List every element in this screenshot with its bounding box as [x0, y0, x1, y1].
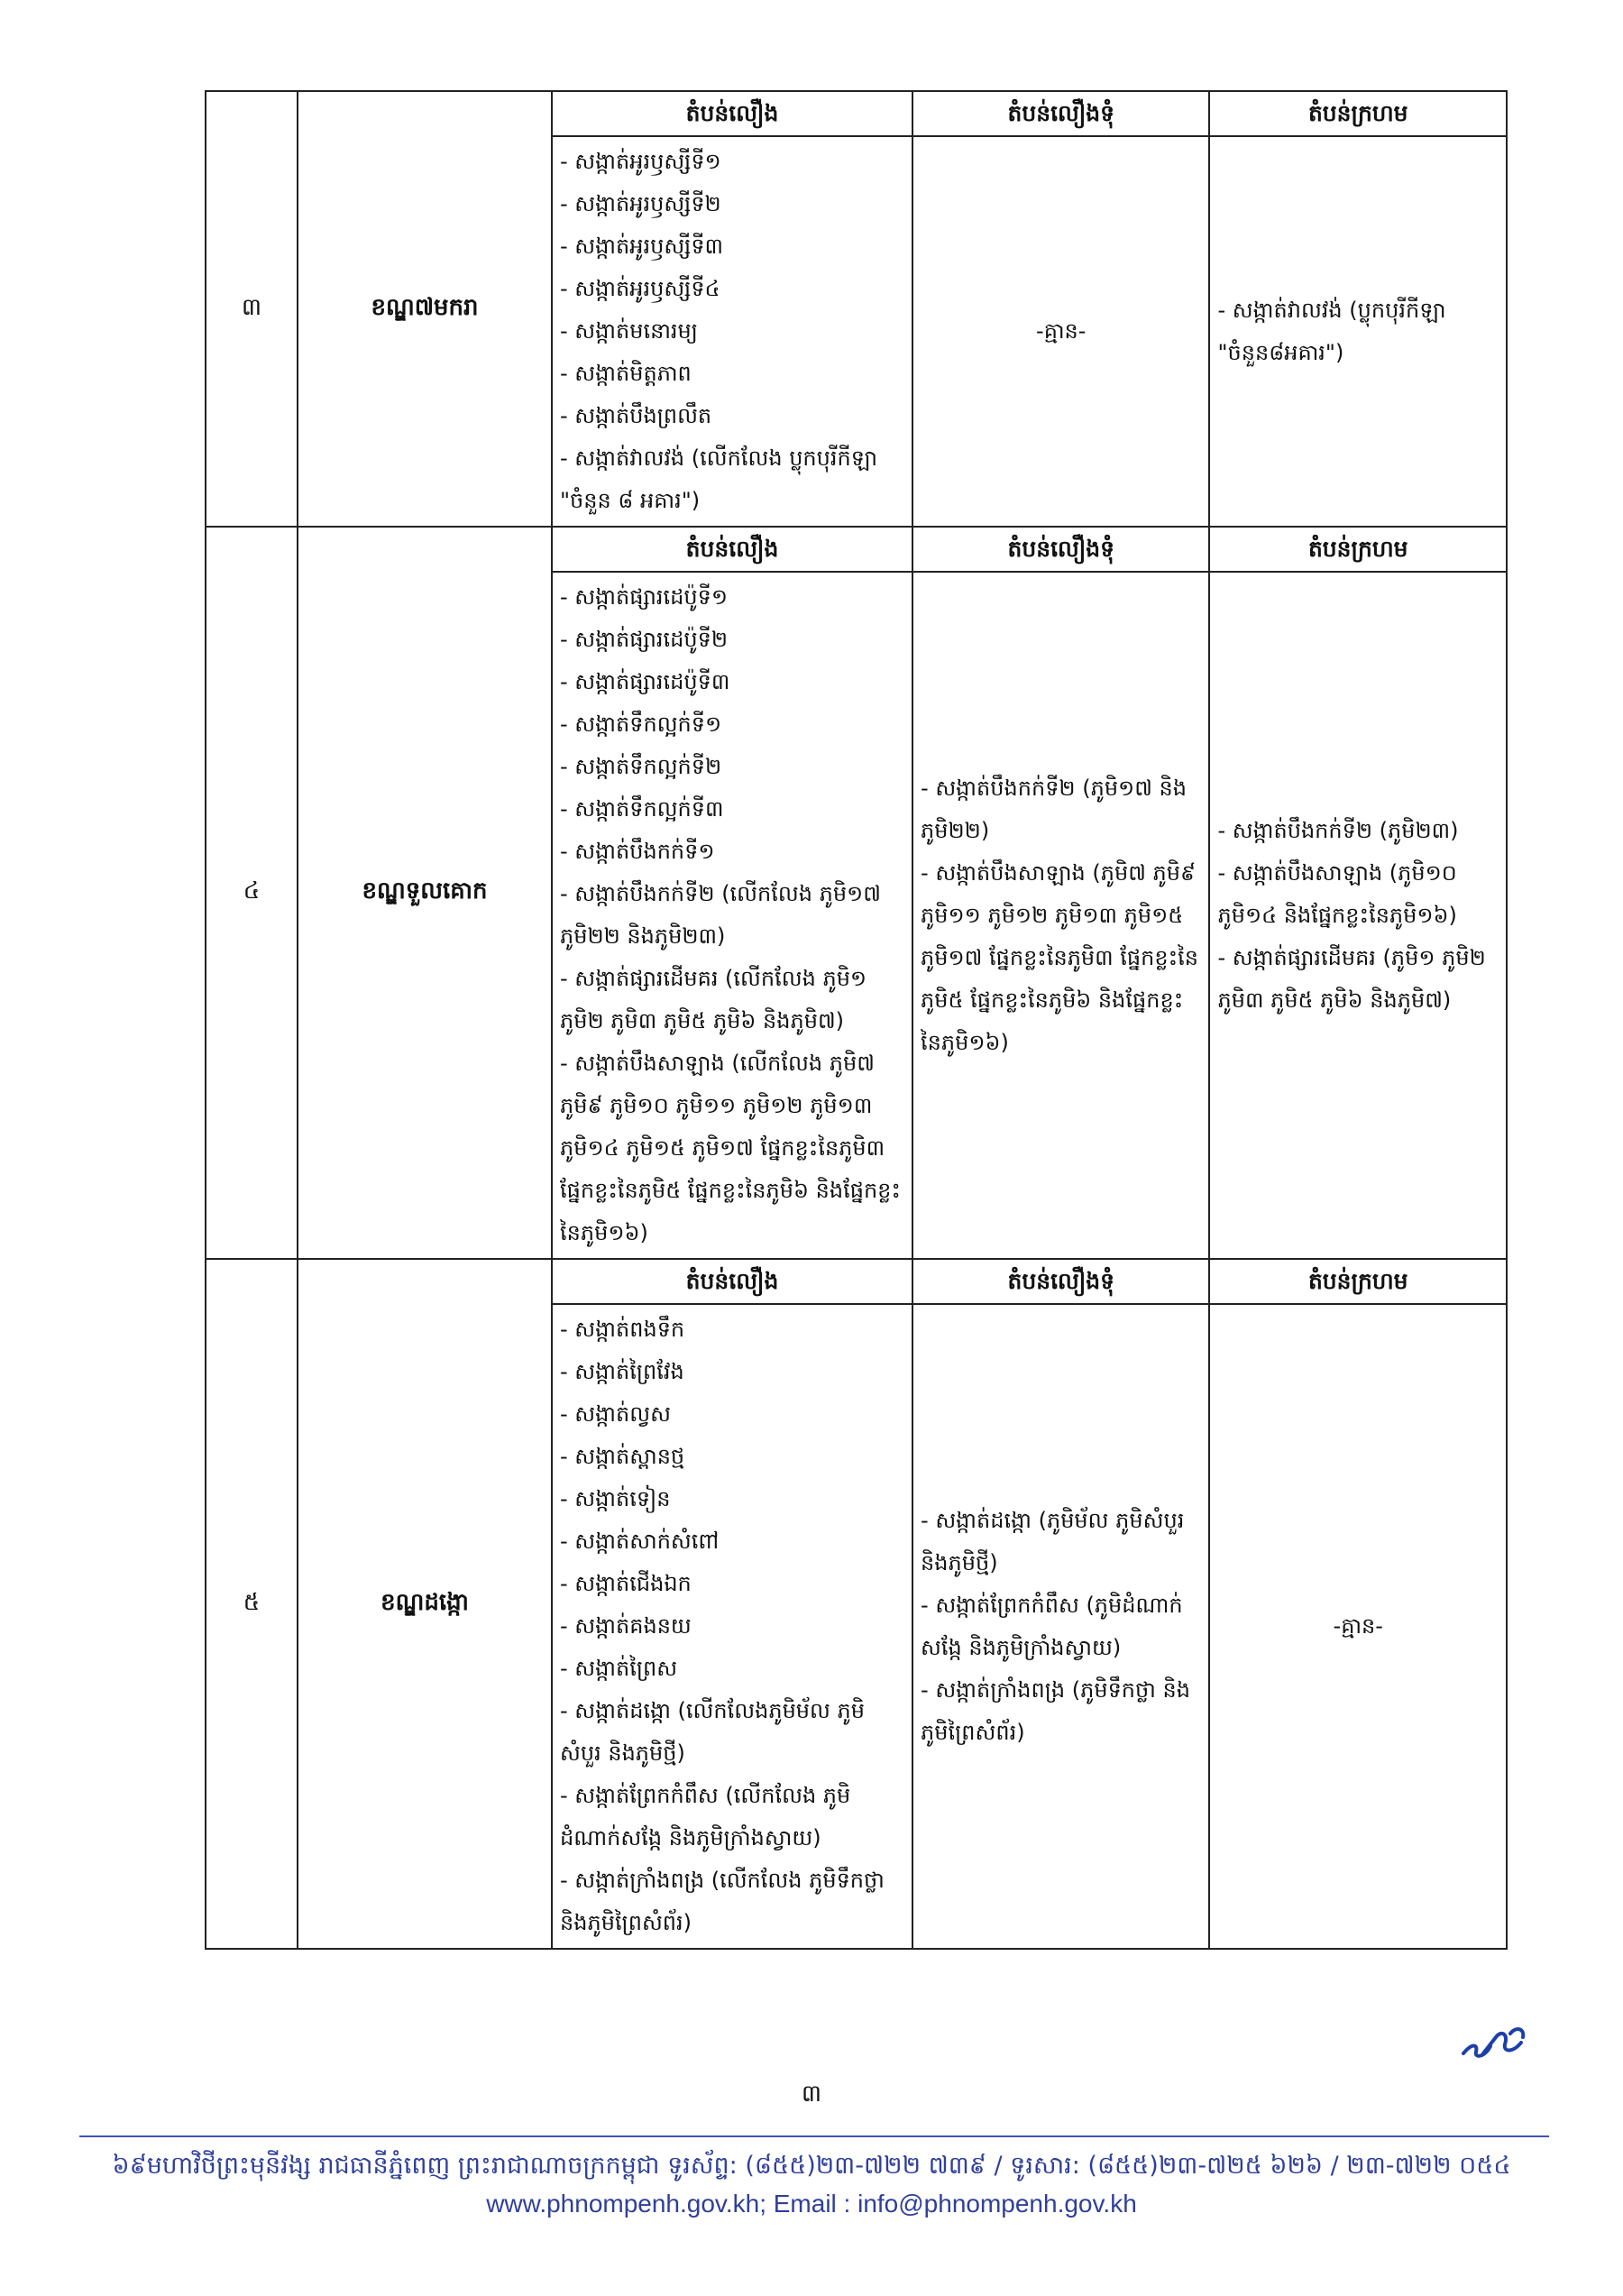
commune-entry: - សង្កាត់ផ្សារដើមគរ (លើកលែង ភូមិ១ ភូមិ២ ភូមិ៣ ភូមិ៥ ភូមិ៦ និងភូមិ៧)	[560, 966, 867, 1033]
commune-entry: - សង្កាត់បឹងព្រលឹត	[560, 403, 712, 428]
yellow-zone-cell	[553, 572, 912, 1258]
district-row	[206, 91, 1507, 527]
commune-entry: - សង្កាត់ផ្សារដើមគរ (ភូមិ១ ភូមិ២ ភូមិ៣ ភូមិ៥ ភូមិ៦ និងភូមិ៧)	[1217, 944, 1486, 1013]
commune-entry: -គ្មាន-	[1036, 318, 1087, 344]
commune-entry: - សង្កាត់បឹងកក់ទី២ (ភូមិ២៣)	[1217, 817, 1459, 843]
district-name: ខណ្ឌទួលគោក	[298, 527, 552, 1259]
zone-header-row	[553, 92, 1506, 136]
zone-columns	[552, 1259, 1507, 1949]
zone-header: តំបន់ក្រហម	[1209, 1260, 1506, 1304]
commune-entry: - សង្កាត់គងនយ	[560, 1613, 692, 1639]
commune-entry: - សង្កាត់ទឹកល្អក់ទី២	[560, 754, 722, 779]
commune-entry: - សង្កាត់អូរឫស្សីទី២	[560, 191, 721, 216]
commune-entry: - សង្កាត់មិត្តភាព	[560, 361, 692, 386]
commune-entry: - សង្កាត់ព្រៃវែង	[560, 1359, 684, 1384]
commune-entry: - សង្កាត់បឹងសាឡាង (ភូមិ៧ ភូមិ៩ ភូមិ១១ ភូមិ១២ ភូមិ១៣ ភូមិ១៥ ភូមិ១៧ ផ្នែកខ្លះនៃភូមិ៣ ផ្នែកខ្លះនៃភូមិ៥ ផ្នែកខ្លះនៃភូមិ៦ និងផ្នែកខ្លះនៃភូមិ១៦)	[921, 859, 1199, 1055]
district-name: ខណ្ឌ៧មករា	[298, 91, 552, 527]
orange-zone-cell	[912, 136, 1209, 526]
commune-entry: - សង្កាត់សាក់សំពៅ	[560, 1529, 720, 1554]
footer-address: ៦៩មហាវិថីព្រះមុនីវង្ស រាជធានីភ្នំពេញ ព្រះរាជាណាចក្រកម្ពុជា ទូរស័ព្ទ: (៨៥៥)២៣-៧២២ ៧៣៩ / ទូរសារ: (៨៥៥)២៣-៧២៥ ៦២៦ / ២៣-៧២២ ០៥៤	[112, 2152, 1511, 2180]
commune-entry: - សង្កាត់អូរឫស្សីទី១	[560, 149, 721, 174]
zone-columns	[552, 91, 1507, 527]
zone-header: តំបន់ក្រហម	[1209, 528, 1506, 572]
commune-entry: - សង្កាត់ជើងឯក	[560, 1571, 692, 1596]
commune-entry: - សង្កាត់អូរឫស្សីទី៤	[560, 276, 720, 301]
red-zone-cell	[1209, 1304, 1506, 1948]
zone-header: តំបន់លឿង	[553, 528, 912, 572]
commune-entry: - សង្កាត់ក្រាំងពង្រ (លើកលែង ភូមិទឹកថ្លា និងភូមិព្រៃសំព័រ)	[560, 1868, 885, 1935]
commune-entry: - សង្កាត់បឹងកក់ទី១	[560, 839, 715, 864]
commune-entry: - សង្កាត់ក្រាំងពង្រ (ភូមិទឹកថ្លា និងភូមិព្រៃសំព័រ)	[921, 1676, 1190, 1745]
zone-header: តំបន់លឿងទុំ	[912, 528, 1209, 572]
row-number: ៤	[206, 527, 298, 1259]
commune-entry: - សង្កាត់បឹងសាឡាង (ភូមិ១០ ភូមិ១៤ និងផ្នែកខ្លះនៃភូមិ១៦)	[1217, 859, 1457, 928]
commune-entry: - សង្កាត់ផ្សារដេប៉ូទី១	[560, 584, 728, 610]
footer-website-email: www.phnompenh.gov.kh; Email : info@phnompenh.gov.kh	[486, 2190, 1137, 2218]
row-number: ៣	[206, 91, 298, 527]
signature-mark	[1456, 2007, 1537, 2070]
footer-rule	[79, 2135, 1549, 2137]
commune-entry: - សង្កាត់វាលវង់ (លើកលែង ប្លុកបុរីកីឡា "ចំនួន ៨ អគារ")	[560, 445, 878, 513]
commune-entry: - សង្កាត់អូរឫស្សីទី៣	[560, 234, 724, 259]
yellow-zone-cell	[553, 136, 912, 526]
commune-entry: - សង្កាត់ផ្សារដេប៉ូទី៣	[560, 669, 730, 694]
orange-zone-cell	[912, 1304, 1209, 1948]
commune-entry: - សង្កាត់បឹងកក់ទី២ (លើកលែង ភូមិ១៧ ភូមិ២២ និងភូមិ២៣)	[560, 881, 881, 949]
zone-body-row	[553, 1304, 1506, 1948]
commune-entry: - សង្កាត់ព្រែកកំពឹស (ភូមិដំណាក់សង្កែ និងភូមិក្រាំងស្វាយ)	[921, 1592, 1183, 1660]
page-number: ៣	[801, 2080, 822, 2108]
commune-entry: - សង្កាត់ពងទឹក	[560, 1317, 685, 1342]
zone-header-row	[553, 1260, 1506, 1304]
commune-entry: - សង្កាត់ផ្សារដេប៉ូទី២	[560, 627, 728, 652]
district-row	[206, 527, 1507, 1259]
commune-entry: -គ្មាន-	[1333, 1613, 1383, 1639]
commune-entry: - សង្កាត់មនោរម្យ	[560, 318, 698, 344]
zone-header: តំបន់លឿង	[553, 92, 912, 136]
commune-entry: - សង្កាត់ទៀន	[560, 1486, 671, 1511]
commune-entry: - សង្កាត់ល្វស	[560, 1401, 671, 1427]
zone-subtable	[553, 528, 1506, 1258]
zone-header: តំបន់លឿងទុំ	[912, 92, 1209, 136]
row-number: ៥	[206, 1259, 298, 1949]
commune-entry: - សង្កាត់ព្រៃស	[560, 1656, 678, 1681]
commune-entry: - សង្កាត់វាលវង់ (ប្លុកបុរីកីឡា "ចំនួន៨អគារ")	[1217, 297, 1446, 365]
zone-header: តំបន់ក្រហម	[1209, 92, 1506, 136]
district-row	[206, 1259, 1507, 1949]
commune-entry: - សង្កាត់បឹងសាឡាង (លើកលែង ភូមិ៧ ភូមិ៩ ភូមិ១០ ភូមិ១១ ភូមិ១២ ភូមិ១៣ ភូមិ១៤ ភូមិ១៥ ភូមិ១៧ ផ្នែកខ្លះនៃភូមិ៣ ផ្នែកខ្លះនៃភូមិ៥ ផ្នែកខ្លះនៃភូមិ៦ និងផ្នែកខ្លះនៃភូមិ១៦)	[560, 1051, 901, 1245]
commune-entry: - សង្កាត់ទឹកល្អក់ទី១	[560, 712, 722, 737]
zone-subtable	[553, 1260, 1506, 1948]
commune-entry: - សង្កាត់ទឹកល្អក់ទី៣	[560, 796, 724, 822]
zone-columns	[552, 527, 1507, 1259]
commune-entry: - សង្កាត់ដង្កោ (ភូមិម័ល ភូមិសំបួរ និងភូមិថ្មី)	[921, 1507, 1185, 1575]
zone-header: តំបន់លឿង	[553, 1260, 912, 1304]
red-zone-cell	[1209, 572, 1506, 1258]
yellow-zone-cell	[553, 1304, 912, 1948]
zone-header: តំបន់លឿងទុំ	[912, 1260, 1209, 1304]
zone-header-row	[553, 528, 1506, 572]
zone-body-row	[553, 136, 1506, 526]
commune-entry: - សង្កាត់ដង្កោ (លើកលែងភូមិម័ល ភូមិសំបួរ និងភូមិថ្មី)	[560, 1698, 865, 1766]
commune-entry: - សង្កាត់ព្រែកកំពឹស (លើកលែង ភូមិដំណាក់សង្កែ និងភូមិក្រាំងស្វាយ)	[560, 1783, 851, 1851]
commune-entry: - សង្កាត់ស្ពានថ្ម	[560, 1444, 685, 1469]
zone-subtable	[553, 92, 1506, 526]
red-zone-cell	[1209, 136, 1506, 526]
orange-zone-cell	[912, 572, 1209, 1258]
commune-entry: - សង្កាត់បឹងកក់ទី២ (ភូមិ១៧ និងភូមិ២២)	[921, 775, 1187, 843]
zone-body-row	[553, 572, 1506, 1258]
zones-table	[205, 90, 1508, 1950]
district-name: ខណ្ឌដង្កោ	[298, 1259, 552, 1949]
